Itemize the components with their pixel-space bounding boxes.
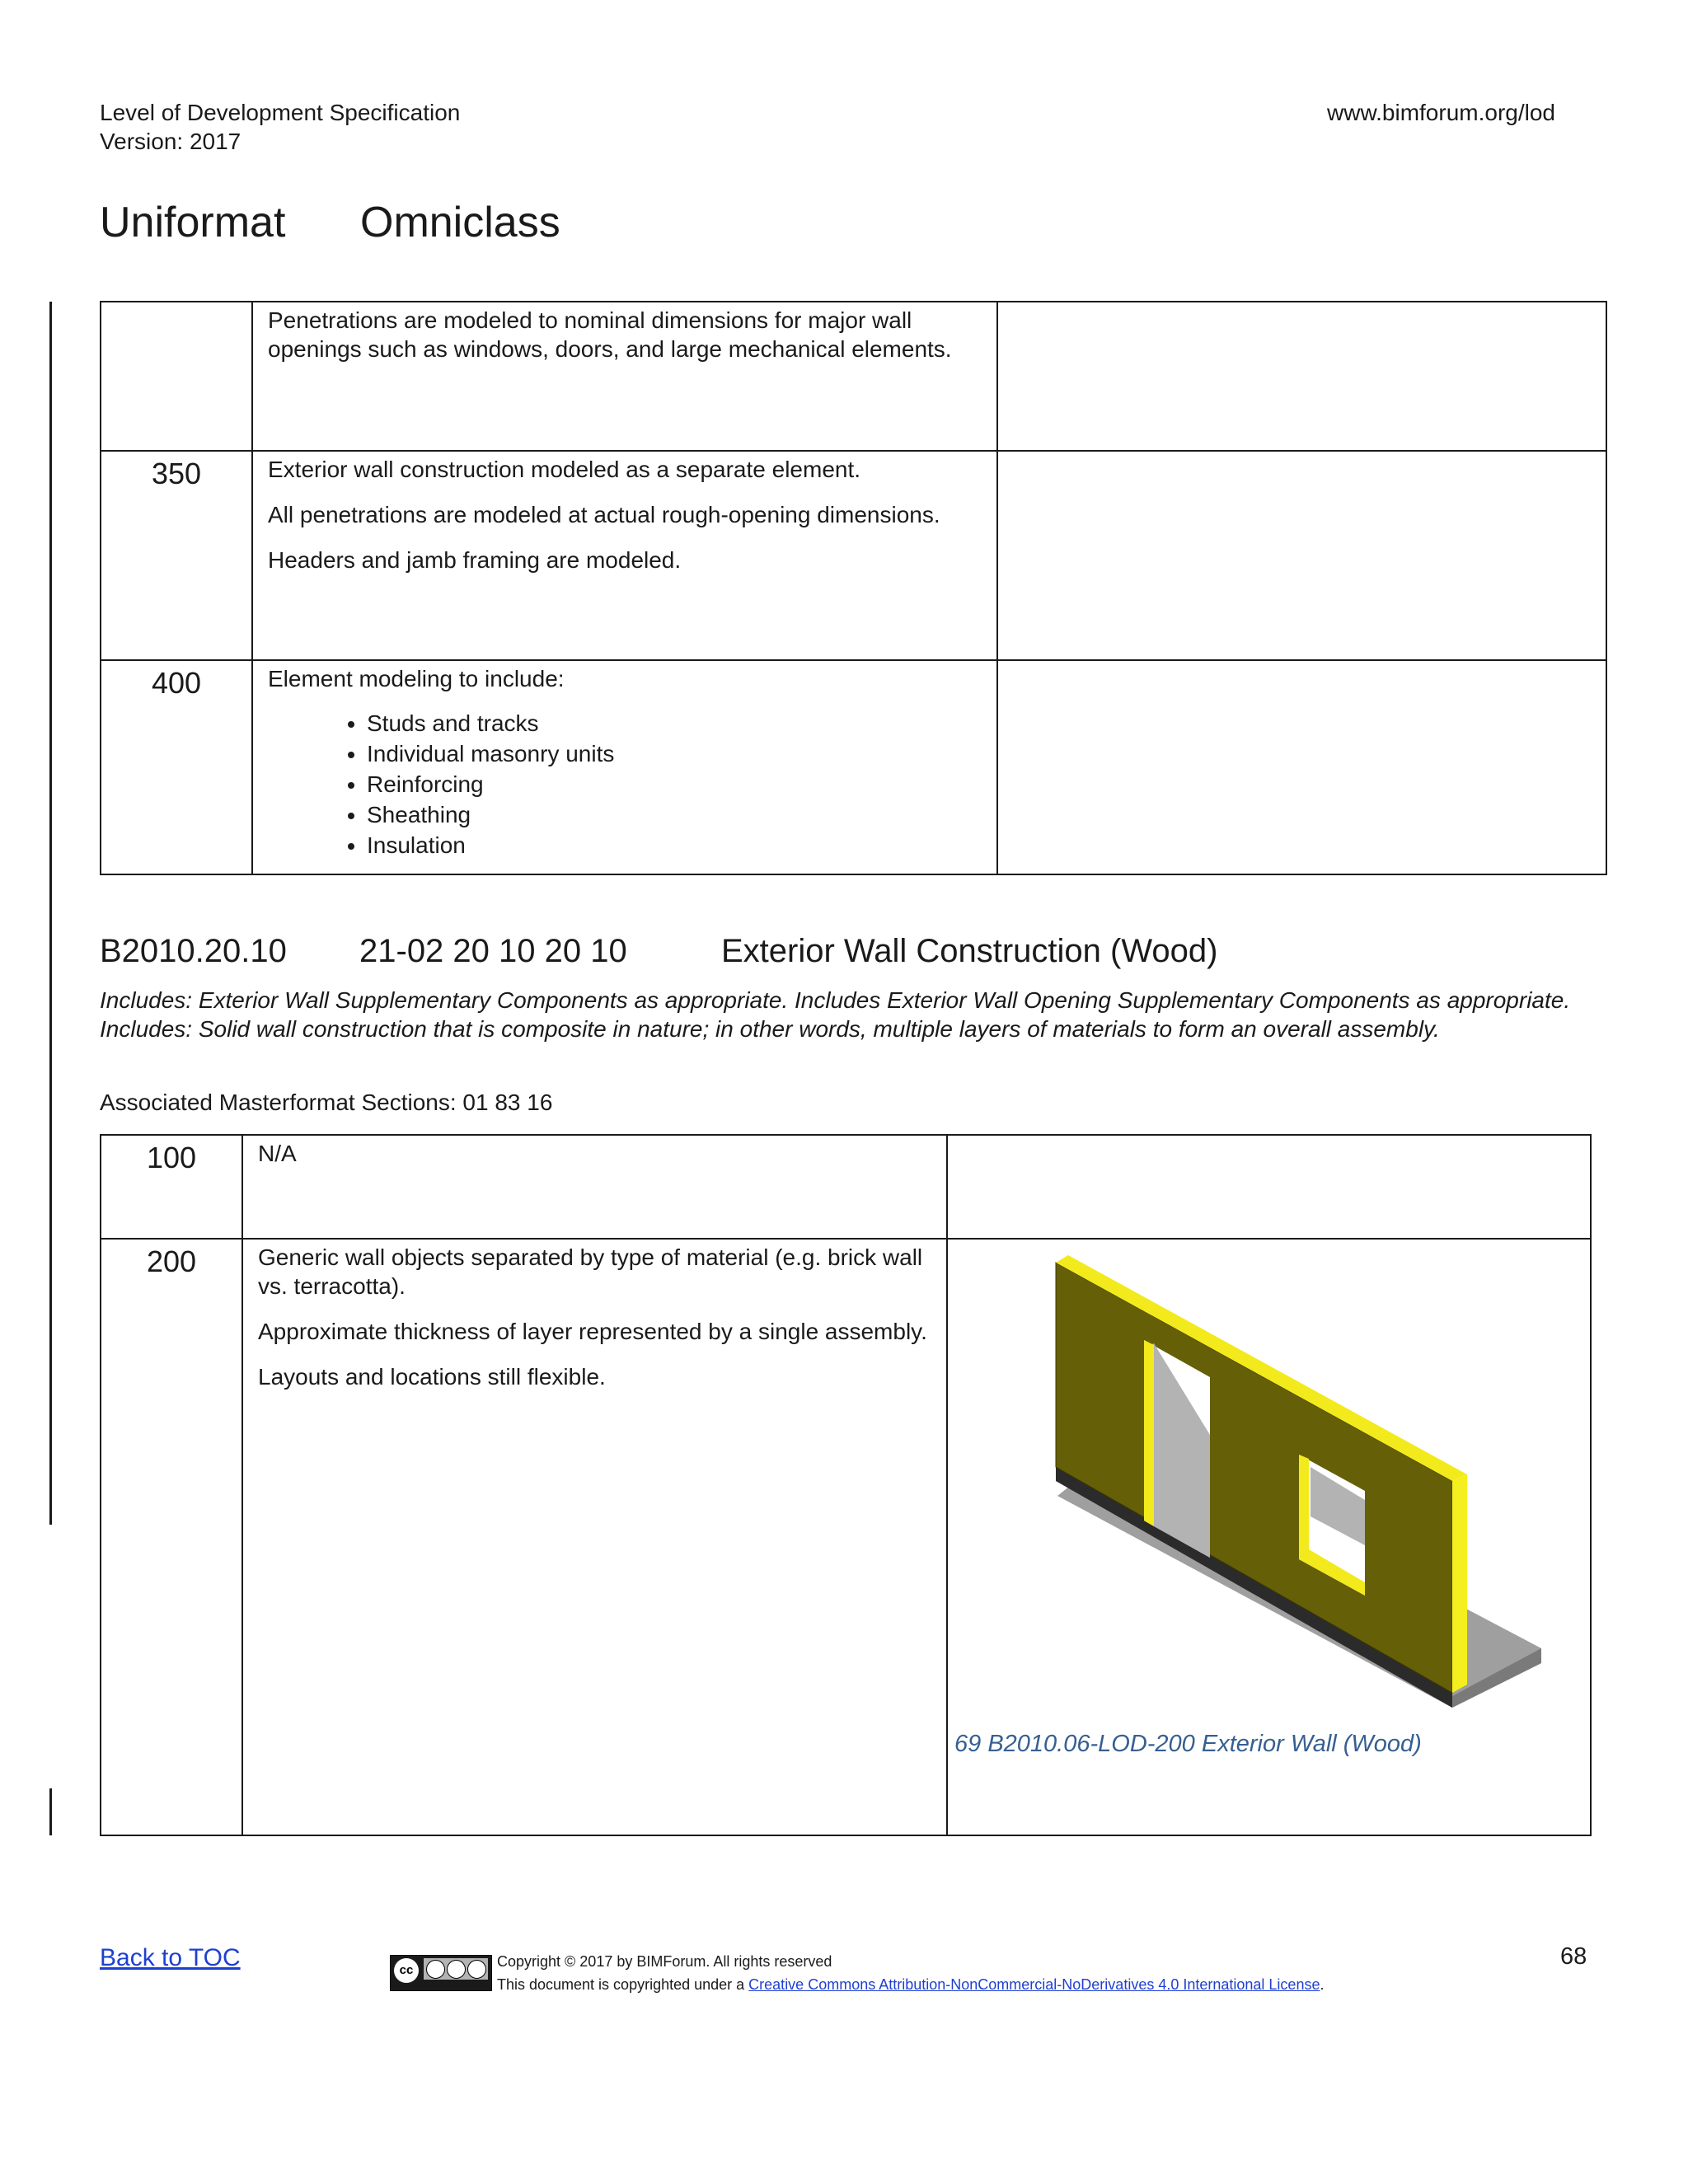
section-includes: Includes: Exterior Wall Supplementary Components as appropriate. Includes Exterior Wall Opening Supplementary Components as appropriate. Includes: Solid wall construction that is composite in nature; in other words, multiple layers of materials to form an overall assembly.	[100, 987, 1571, 1042]
description-paragraph: Generic wall objects separated by type of material (e.g. brick wall vs. terracotta).	[258, 1244, 923, 1299]
section-title: Exterior Wall Construction (Wood)	[721, 933, 1218, 969]
wall-illustration	[1047, 1244, 1558, 1714]
table-row	[101, 660, 1606, 874]
change-bar	[49, 302, 52, 1525]
back-to-toc-link[interactable]: Back to TOC	[100, 1944, 241, 1971]
list-item: • Sheathing	[367, 799, 982, 830]
lod-description	[252, 302, 997, 451]
description-paragraph: All penetrations are modeled at actual rough-opening dimensions.	[268, 502, 940, 527]
list-item: • Individual masonry units	[367, 738, 982, 769]
license-prefix: This document is copyrighted under a	[497, 1976, 749, 1993]
license-link[interactable]: Creative Commons Attribution-NonCommercial-NoDerivatives 4.0 International License	[748, 1976, 1320, 1993]
lod-level: 400	[101, 660, 252, 874]
by-icon	[426, 1960, 445, 1979]
copyright-text: Copyright © 2017 by BIMForum. All rights reserved	[497, 1953, 832, 1970]
page-number: 68	[1560, 1943, 1587, 1970]
list-item: • Insulation	[367, 830, 982, 860]
section-code: B2010.20.10	[100, 933, 287, 969]
table-row	[101, 451, 1606, 660]
lod-description	[242, 1239, 947, 1835]
lod-illustration-cell	[997, 660, 1606, 874]
document-title: Level of Development Specification	[100, 100, 461, 125]
associated-masterformat: Associated Masterformat Sections: 01 83 16	[100, 1090, 553, 1115]
description-paragraph: Penetrations are modeled to nominal dimensions for major wall openings such as windows, doors, and large mechanical elements.	[268, 307, 952, 362]
lod-illustration-cell	[997, 302, 1606, 451]
document-version: Version: 2017	[100, 129, 241, 154]
cc-license-badge	[390, 1955, 492, 1991]
figure-caption: 69 B2010.06-LOD-200 Exterior Wall (Wood)	[954, 1731, 1422, 1757]
uniformat-heading: Uniformat	[100, 199, 286, 246]
table-row	[101, 1135, 1591, 1239]
lod-level	[101, 302, 252, 451]
list-item: • Studs and tracks	[367, 708, 982, 738]
omniclass-heading: Omniclass	[360, 199, 560, 246]
lod-illustration-cell	[947, 1135, 1591, 1239]
description-paragraph: Headers and jamb framing are modeled.	[268, 547, 682, 573]
license-text	[497, 1974, 1324, 1995]
wall-face	[1056, 1263, 1452, 1693]
description-paragraph: N/A	[258, 1141, 297, 1166]
description-intro: Element modeling to include:	[268, 666, 565, 691]
lod-description	[252, 451, 997, 660]
nd-icon	[467, 1960, 486, 1979]
list-item: • Reinforcing	[367, 769, 982, 799]
lod-illustration-cell	[997, 451, 1606, 660]
section-omniclass: 21-02 20 10 20 10	[359, 933, 627, 969]
wall-end-edge	[1452, 1474, 1467, 1693]
header-url: www.bimforum.org/lod	[1327, 100, 1555, 125]
lod-level: 350	[101, 451, 252, 660]
license-icons	[424, 1958, 488, 1980]
table-row	[101, 302, 1606, 451]
lod-table-top	[100, 301, 1607, 875]
element-list	[268, 708, 982, 860]
change-bar	[49, 1788, 52, 1835]
door-jamb	[1144, 1340, 1154, 1526]
lod-level: 200	[101, 1239, 242, 1835]
nc-icon	[447, 1960, 466, 1979]
license-suffix: .	[1320, 1976, 1325, 1993]
lod-description	[242, 1135, 947, 1239]
lod-description	[252, 660, 997, 874]
cc-icon: cc	[394, 1958, 419, 1983]
lod-level: 100	[101, 1135, 242, 1239]
description-paragraph: Approximate thickness of layer represented by a single assembly.	[258, 1319, 927, 1344]
description-paragraph: Layouts and locations still flexible.	[258, 1364, 606, 1390]
description-paragraph: Exterior wall construction modeled as a separate element.	[268, 457, 861, 482]
